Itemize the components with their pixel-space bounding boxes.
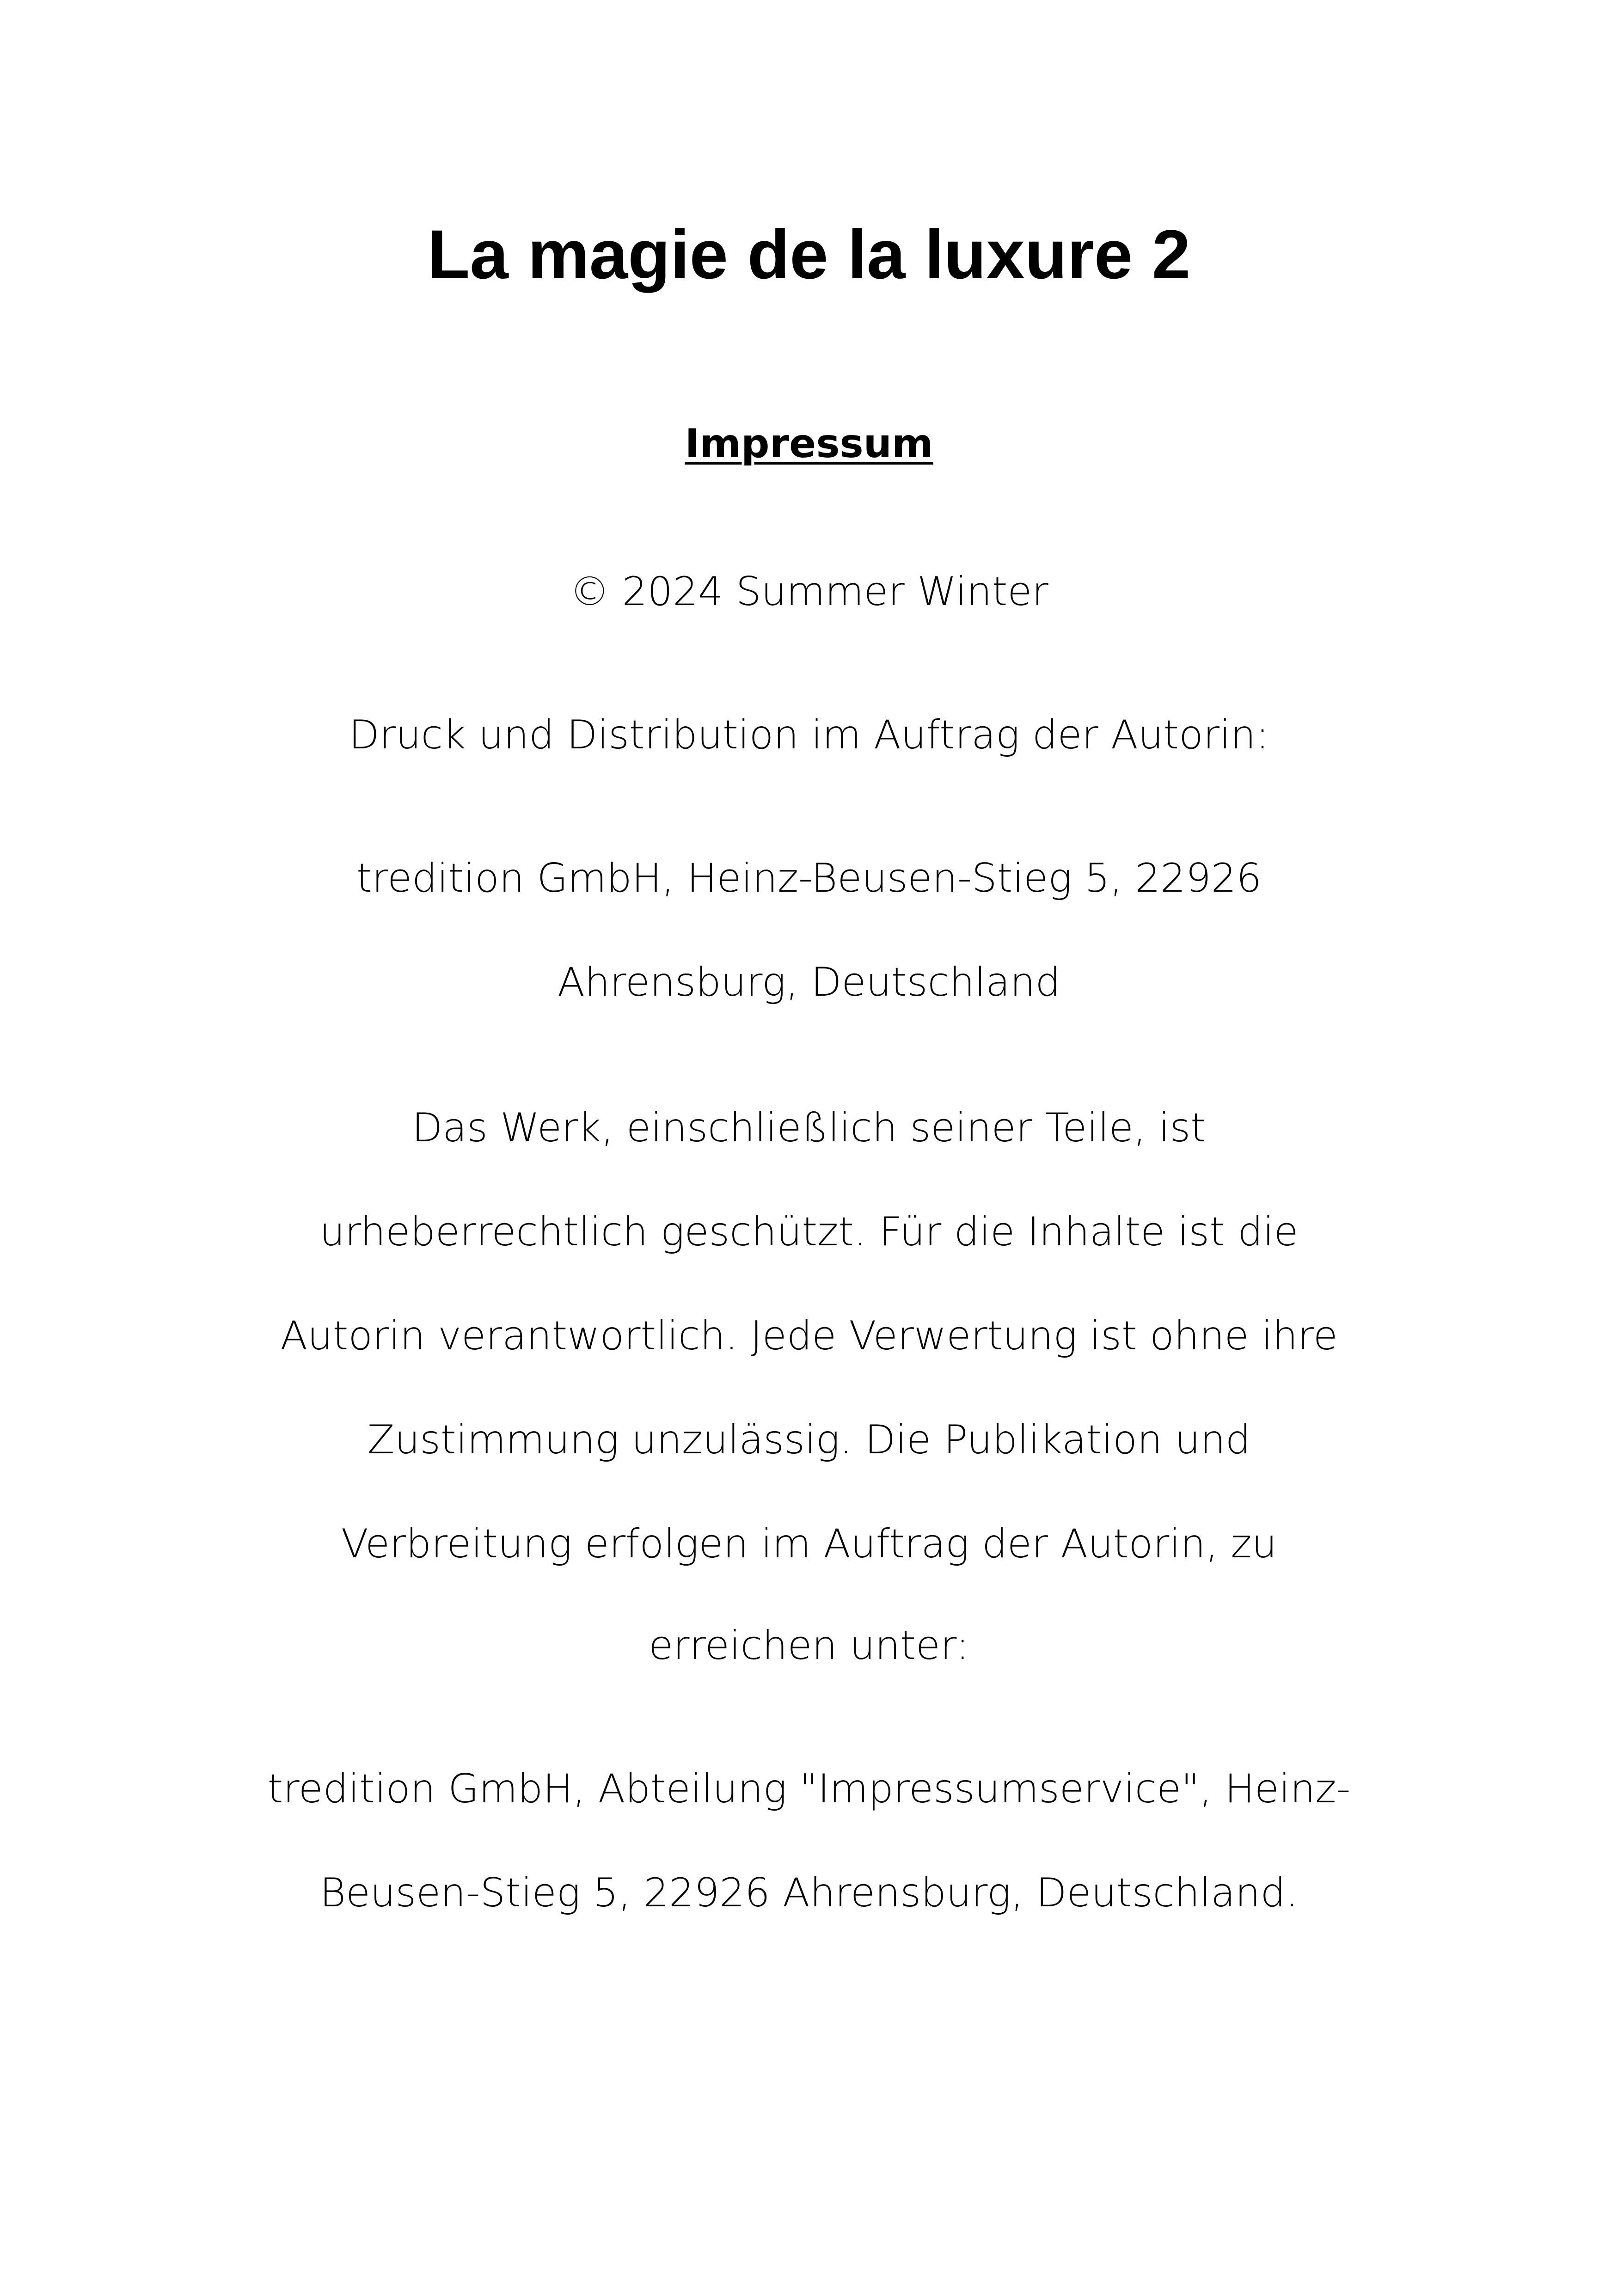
contact-address-line-1: tredition GmbH, Abteilung "Impressumservice", Heinz- <box>267 1766 1351 1812</box>
rights-paragraph-line-1: Das Werk, einschließlich seiner Teile, ist <box>412 1105 1206 1151</box>
impressum-heading <box>0 418 1618 469</box>
publisher-address-line-2: Ahrensburg, Deutschland <box>558 959 1060 1005</box>
impressum-heading-text: Impressum <box>685 421 933 467</box>
copyright-line: © 2024 Summer Winter <box>570 569 1048 615</box>
rights-paragraph-line-2: urheberrechtlich geschützt. Für die Inhalte ist die <box>319 1209 1299 1255</box>
page-title: La magie de la luxure 2 <box>427 215 1191 293</box>
rights-paragraph-line-3: Autorin verantwortlich. Jede Verwertung ist ohne ihre <box>280 1313 1338 1359</box>
contact-address-line-2: Beusen-Stieg 5, 22926 Ahrensburg, Deutschland. <box>319 1870 1299 1916</box>
print-distribution-line: Druck und Distribution im Auftrag der Autorin: <box>349 712 1269 758</box>
rights-paragraph-line-5: Verbreitung erfolgen im Auftrag der Autorin, zu <box>341 1521 1277 1567</box>
rights-paragraph-line-6: erreichen unter: <box>649 1623 969 1669</box>
publisher-address-line-1: tredition GmbH, Heinz-Beusen-Stieg 5, 22926 <box>356 855 1262 901</box>
rights-paragraph-line-4: Zustimmung unzulässig. Die Publikation und <box>367 1417 1251 1463</box>
